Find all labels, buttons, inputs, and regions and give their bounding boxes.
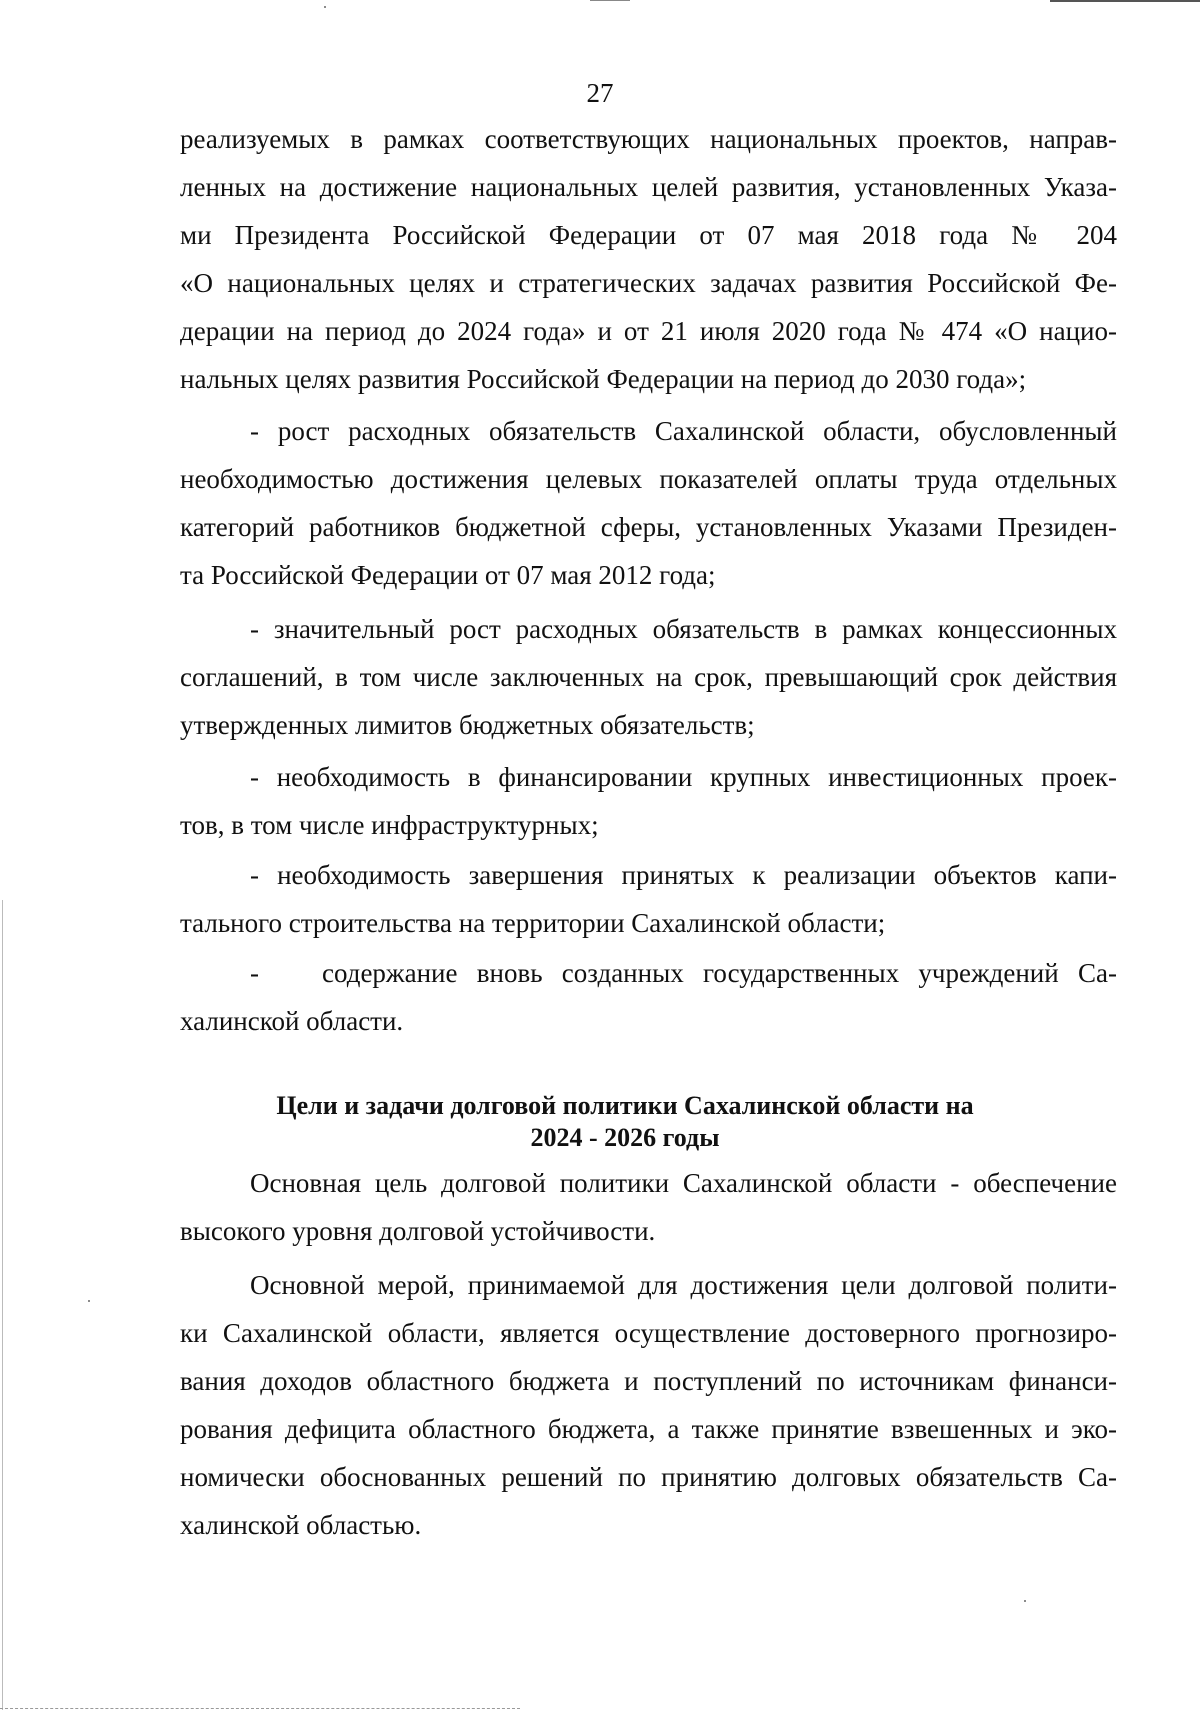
scan-edge-top (1050, 0, 1200, 2)
text-line: ми Президента Российской Федерации от 07 мая 2018 года № 204 (180, 220, 1117, 250)
text-line: категорий работников бюджетной сферы, установленных Указами Президен- (180, 512, 1117, 542)
text-line: реализуемых в рамках соответствующих национальных проектов, направ- (180, 124, 1117, 154)
text-line: халинской области. (180, 1006, 404, 1036)
scan-speck (88, 1300, 90, 1302)
text-line: номически обоснованных решений по принятию долговых обязательств Са- (180, 1462, 1117, 1492)
list-item-line: - необходимость в финансировании крупных инвестиционных проек- (250, 762, 1117, 792)
scan-speck (324, 6, 326, 8)
text-line: нальных целях развития Российской Федерации на период до 2030 года»; (180, 364, 1027, 394)
scan-speck (1024, 1600, 1026, 1602)
text-line: соглашений, в том числе заключенных на срок, превышающий срок действия (180, 662, 1117, 692)
text-line: высокого уровня долговой устойчивости. (180, 1216, 656, 1246)
scan-edge-bottom (0, 1708, 520, 1709)
scan-edge-top-mark (590, 0, 630, 1)
text-line: та Российской Федерации от 07 мая 2012 года; (180, 560, 716, 590)
text-line: ленных на достижение национальных целей развития, установленных Указа- (180, 172, 1117, 202)
list-item-line: - рост расходных обязательств Сахалинской области, обусловленный (250, 416, 1117, 446)
paragraph-line: Основной мерой, принимаемой для достижения цели долговой полити- (250, 1270, 1117, 1300)
list-item-line: - значительный рост расходных обязательств в рамках концессионных (250, 614, 1117, 644)
text-line: ки Сахалинской области, является осуществление достоверного прогнозиро- (180, 1318, 1117, 1348)
text-line: «О национальных целях и стратегических задачах развития Российской Фе- (180, 268, 1117, 298)
scan-edge-left (2, 900, 3, 1710)
text-line: тального строительства на территории Сахалинской области; (180, 908, 886, 938)
text-line: тов, в том числе инфраструктурных; (180, 810, 599, 840)
text-line: дерации на период до 2024 года» и от 21 июля 2020 года № 474 «О нацио- (180, 316, 1117, 346)
page-number: 27 (586, 78, 614, 108)
paragraph-line: Основная цель долговой политики Сахалинской области - обеспечение (250, 1168, 1117, 1198)
text-line: вания доходов областного бюджета и поступлений по источникам финанси- (180, 1366, 1117, 1396)
section-heading-years: 2024 - 2026 годы (530, 1123, 720, 1152)
text-line: необходимостью достижения целевых показателей оплаты труда отдельных (180, 464, 1117, 494)
text-line: утвержденных лимитов бюджетных обязательств; (180, 710, 755, 740)
list-item-line: содержание вновь созданных государственных учреждений Са- (322, 958, 1117, 988)
text-line: халинской областью. (180, 1510, 422, 1540)
list-item-line: - необходимость завершения принятых к реализации объектов капи- (250, 860, 1117, 890)
list-dash: - (250, 958, 259, 988)
text-line: рования дефицита областного бюджета, а также принятие взвешенных и эко- (180, 1414, 1117, 1444)
section-heading: Цели и задачи долговой политики Сахалинской области на (276, 1091, 974, 1120)
